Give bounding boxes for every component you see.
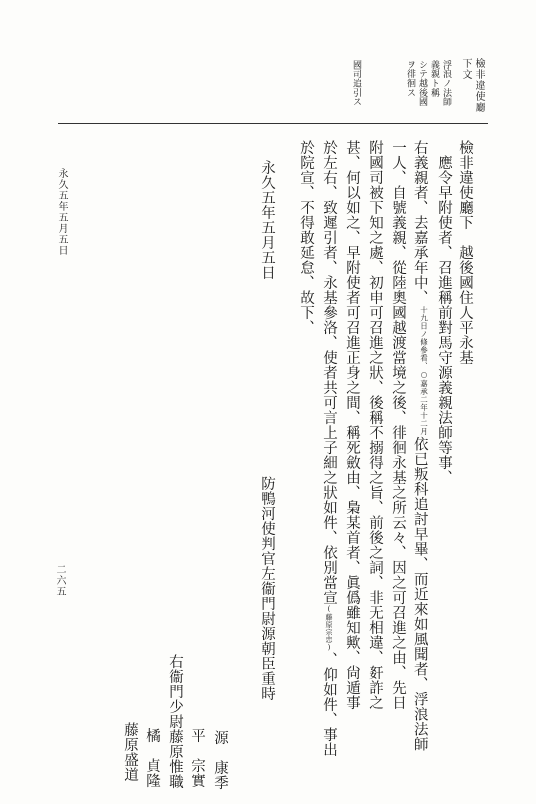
doc-line-3a: 右義親者、去嘉承年中、 bbox=[411, 140, 428, 305]
inline-paren-note: (藤原宗忠) bbox=[325, 605, 333, 652]
inline-annotation bbox=[420, 306, 429, 436]
signer-2: 平 宗實 bbox=[189, 728, 205, 788]
doc-title: 檢非違使廳下 越後國住人平永基 bbox=[457, 140, 473, 365]
marginal-note-2: 義親ト稱 bbox=[429, 60, 439, 98]
signer-3: 右衞門少尉藤原惟職 bbox=[167, 654, 183, 789]
inline-note-1: ○嘉承二年十二月 bbox=[419, 370, 429, 436]
signer-4: 橘 貞隆 bbox=[144, 728, 160, 788]
doc-line-6: 甚、何以如之、早附使者可召進正身之間、稱死斂由、梟某首者、眞僞雖知歟、尙遁事 bbox=[344, 140, 360, 710]
doc-line-5: 附國司被下知之處、初申可召進之狀、後稱不搦得之旨、前後之詞、非无相違、姧詐之 bbox=[367, 140, 383, 710]
doc-line-4: 一人、自號義親、從陸奧國越渡當境之後、徘徊永基之所云々、因之可召進之由、先日 bbox=[390, 140, 406, 710]
marginal-note-4: ヲ徘徊ス bbox=[405, 60, 415, 98]
marginal-note-3: シテ越後國 bbox=[417, 60, 427, 107]
doc-line-3 bbox=[412, 140, 428, 752]
margin-date: 永久五年五月五日 bbox=[56, 168, 67, 256]
marginal-heading-2: 下文 bbox=[460, 58, 471, 80]
header-rule bbox=[58, 123, 488, 124]
marginal-note-5: 國司追引ス bbox=[351, 60, 361, 107]
doc-date: 永久五年五月五日 bbox=[259, 160, 275, 280]
signer-1: 源 康季 bbox=[212, 730, 228, 790]
inline-note-2: 十九日ノ條參看、 bbox=[419, 306, 429, 370]
doc-line-2: 應令早附使者、召進稱前對馬守源義親法師等事、 bbox=[436, 155, 452, 485]
doc-line-8: 於院宣、不得敢延怠、故下、 bbox=[298, 140, 314, 335]
doc-line-3b: 依已叛科追討早畢、而近來如風聞者、浮浪法師 bbox=[411, 436, 428, 752]
doc-line-7a: 於左右、致遲引者、永基參洛、使者共可言上子細之狀如件、依別當宣 bbox=[321, 140, 337, 605]
marginal-heading-1: 檢非違使廳 bbox=[473, 58, 484, 113]
signer-main: 防鴨河使判官左衞門尉源朝臣重時 bbox=[259, 476, 275, 701]
marginal-note-1: 浮浪ノ法師 bbox=[441, 60, 451, 107]
doc-line-7 bbox=[322, 140, 337, 757]
signer-5: 藤原盛道 bbox=[122, 722, 138, 782]
doc-line-7b: 、仰如件、事出 bbox=[321, 652, 337, 757]
page-number: 二六五 bbox=[54, 564, 65, 597]
